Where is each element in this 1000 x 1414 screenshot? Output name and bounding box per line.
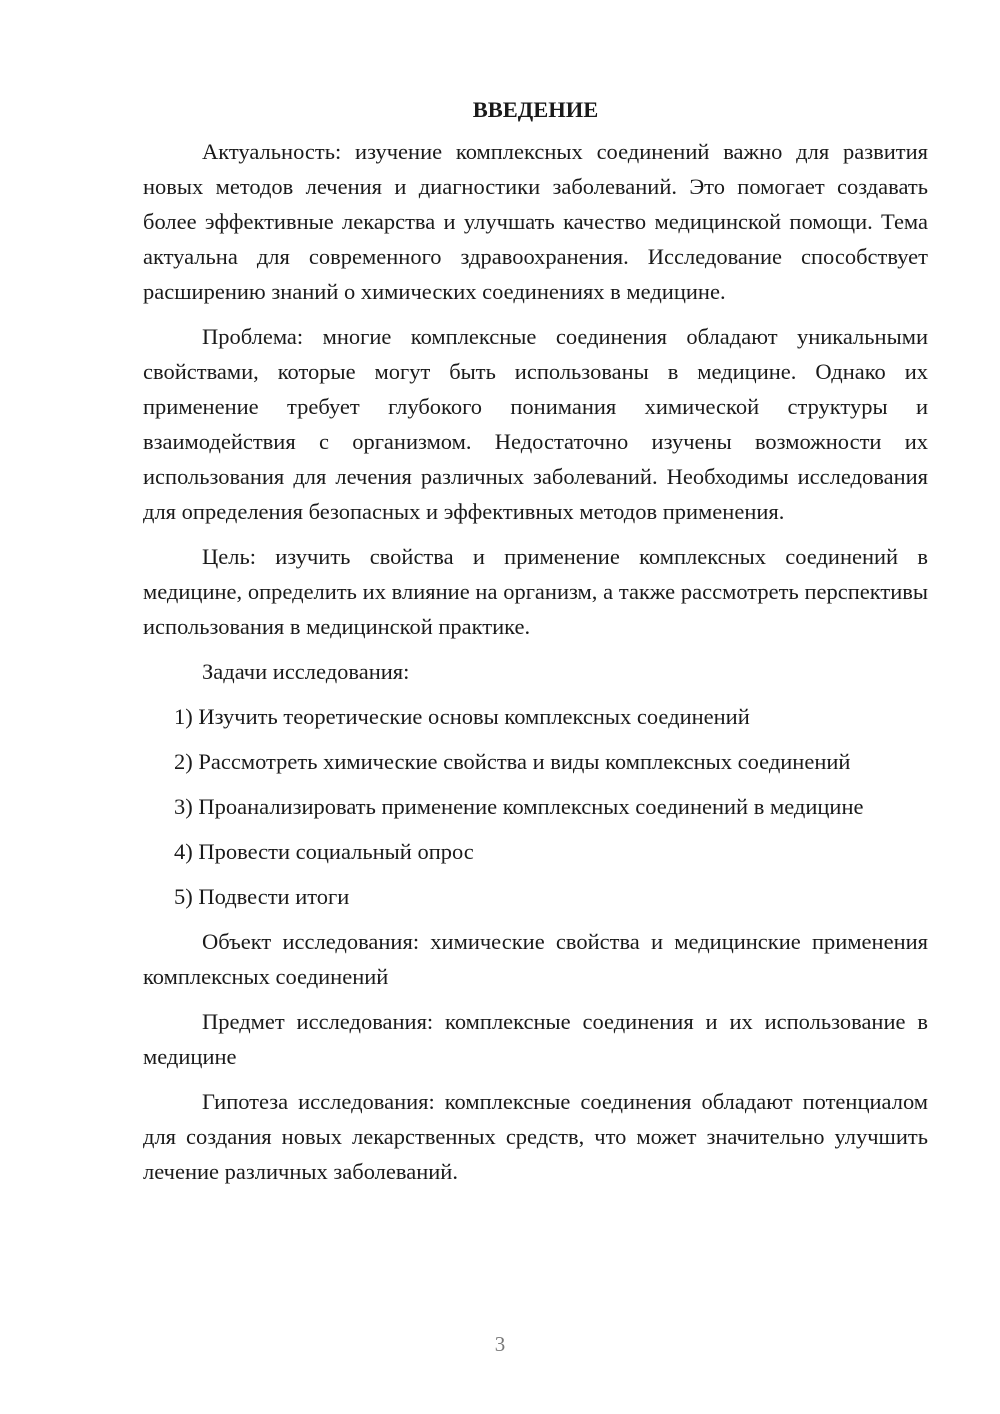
task-item: 1) Изучить теоретические основы комплексных соединений [174,704,750,729]
task-item: 3) Проанализировать применение комплексных соединений в медицине [174,794,864,819]
document-page [143,92,928,1199]
tasks-heading: Задачи исследования: [202,659,410,684]
object-paragraph: Объект исследования: химические свойства и медицинские применения комплексных соединений [143,929,928,989]
problem-paragraph: Проблема: многие комплексные соединения обладают уникальными свойствами, которые могут быть использованы в медицине. Однако их применение требует глубокого понимания химической структуры и взаимодействия с организмом. Недостаточно изучены возможности их использования для лечения различных заболеваний. Необходимы исследования для определения безопасных и эффективных методов применения. [143,324,928,524]
task-item: 5) Подвести итоги [174,884,350,909]
goal-paragraph: Цель: изучить свойства и применение комплексных соединений в медицине, определить их влияние на организм, а также рассмотреть перспективы использования в медицинской практике. [143,544,928,639]
task-item: 2) Рассмотреть химические свойства и виды комплексных соединений [174,749,851,774]
relevance-paragraph: Актуальность: изучение комплексных соединений важно для развития новых методов лечения и диагностики заболеваний. Это помогает создавать более эффективные лекарства и улучшать качество медицинской помощи. Тема актуальна для современного здравоохранения. Исследование способствует расширению знаний о химических соединениях в медицине. [143,139,928,304]
subject-paragraph: Предмет исследования: комплексные соединения и их использование в медицине [143,1009,928,1069]
task-item: 4) Провести социальный опрос [174,839,474,864]
page-title: ВВЕДЕНИЕ [472,97,599,122]
hypothesis-paragraph: Гипотеза исследования: комплексные соединения обладают потенциалом для создания новых лекарственных средств, что может значительно улучшить лечение различных заболеваний. [143,1089,928,1184]
page-number: 3 [494,1332,506,1356]
